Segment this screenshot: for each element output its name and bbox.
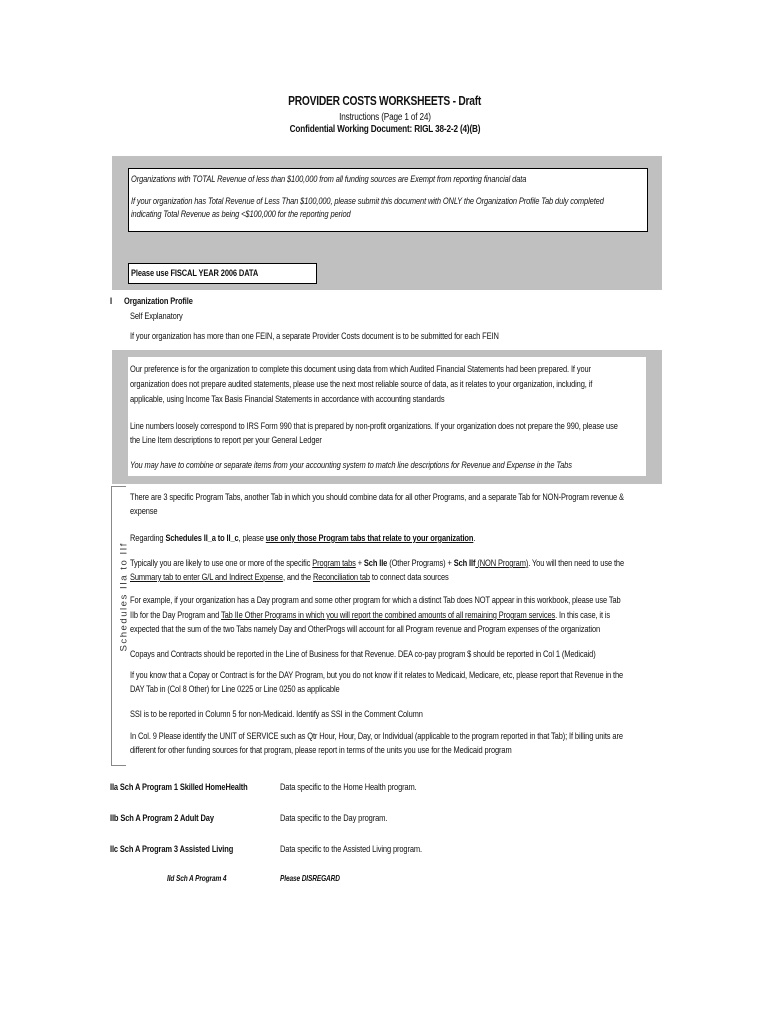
schedules-s2: Regarding Schedules II_a to II_c, please use only those Program tabs that relate to your organization. — [130, 533, 476, 544]
schedules-s6-line-1: If you know that a Copay or Contract is for the DAY Program, but you do not know if it relates to Medicaid, Medicare, etc, please report that Revenue in the — [130, 670, 624, 681]
program-row-label: IIc Sch A Program 3 Assisted Living — [110, 844, 234, 855]
schedules-s6-line-2: DAY Tab in (Col 8 Other) for Line 0225 or Line 0250 as applicable — [130, 684, 340, 695]
program-d-label: IId Sch A Program 4 — [167, 873, 227, 883]
exempt-line-1: Organizations with TOTAL Revenue of less than $100,000 from all funding sources are Exempt from reporting financial data — [131, 174, 527, 185]
section-1-line-2: If your organization has more than one FEIN, a separate Provider Costs document is to be submitted for each FEIN — [130, 331, 499, 342]
program-row-label: IIa Sch A Program 1 Skilled HomeHealth — [110, 782, 248, 793]
program-row-desc: Data specific to the Home Health program. — [280, 782, 417, 793]
preference-p2-line-1: Line numbers loosely correspond to IRS Form 990 that is prepared by non-profit organizations. If your organization does not prepare the 990, please use — [130, 421, 618, 432]
section-1-line-1: Self Explanatory — [130, 311, 183, 322]
preference-p1-line-2: organization does not prepare audited statements, please use the next most reliable source of data, as it relates to your organization, including, if — [130, 379, 593, 390]
section-1-number: I — [110, 296, 112, 307]
preference-p1-line-1: Our preference is for the organization to complete this document using data from which Audited Financial Statements had been prepared. If your — [130, 364, 591, 375]
schedules-s3-line-2: Summary tab to enter G/L and Indirect Expense, and the Reconciliation tab to connect data sources — [130, 572, 449, 583]
preference-p2-line-2: the Line Item descriptions to report per your General Ledger — [130, 435, 322, 446]
program-row-label: IIb Sch A Program 2 Adult Day — [110, 813, 214, 824]
confidential-notice: Confidential Working Document: RIGL 38-2-2 (4)(B) — [289, 124, 481, 135]
preference-p3: You may have to combine or separate items from your accounting system to match line descriptions for Revenue and Expense in the Tabs — [130, 460, 572, 471]
schedules-s4-line-3: expected that the sum of the two Tabs namely Day and OtherProgs will account for all Program revenue and Program expenses of the organization — [130, 624, 601, 635]
schedules-s3-line-1: Typically you are likely to use one or more of the specific Program tabs + Sch IIe (Other Programs) + Sch IIf (NON Program). You will then need to use the — [130, 558, 625, 569]
schedules-s7: SSI is to be reported in Column 5 for non-Medicaid. Identify as SSI in the Comment Column — [130, 709, 423, 720]
schedules-s4-line-1: For example, if your organization has a Day program and some other program for which a distinct Tab does NOT appear in this workbook, please use Tab — [130, 595, 621, 606]
schedules-s4-line-2: IIb for the Day Program and Tab IIe Other Programs in which you will report the combined amounts of all remaining Program services. In this case, it is — [130, 610, 611, 621]
section-1-title: Organization Profile — [124, 296, 193, 307]
document-header — [0, 92, 770, 135]
schedules-s1-line-1: There are 3 specific Program Tabs, another Tab in which you should combine data for all other Programs, and a separate Tab for NON-Program revenue & — [130, 492, 624, 503]
exempt-line-2: If your organization has Total Revenue of Less Than $100,000, please submit this document with ONLY the Organization Profile Tab duly completed — [131, 196, 604, 207]
fiscal-year-note: Please use FISCAL YEAR 2006 DATA — [131, 268, 259, 279]
schedules-s8-line-1: In Col. 9 Please identify the UNIT of SERVICE such as Qtr Hour, Hour, Day, or Individual (applicable to the program reported in that Tab); If billing units are — [130, 731, 623, 742]
program-row-desc: Data specific to the Day program. — [280, 813, 388, 824]
preference-p1-line-3: applicable, using Income Tax Basis Financial Statements in accordance with accounting standards — [130, 394, 445, 405]
page-title: PROVIDER COSTS WORKSHEETS - Draft — [288, 94, 482, 108]
schedules-side-label: Schedules IIa to IIf — [118, 542, 130, 652]
program-row-desc: Data specific to the Assisted Living program. — [280, 844, 422, 855]
schedules-s5: Copays and Contracts should be reported in the Line of Business for that Revenue. DEA co-pay program $ should be reported in Col 1 (Medicaid) — [130, 649, 596, 660]
instructions-subtitle: Instructions (Page 1 of 24) — [339, 112, 431, 123]
program-d-desc: Please DISREGARD — [280, 873, 340, 883]
schedules-s1-line-2: expense — [130, 506, 158, 517]
schedules-s8-line-2: different for other funding sources for that program, please report in terms of the units you use for the Medicaid program — [130, 745, 512, 756]
exempt-line-3: indicating Total Revenue as being <$100,000 for the reporting period — [131, 209, 351, 220]
